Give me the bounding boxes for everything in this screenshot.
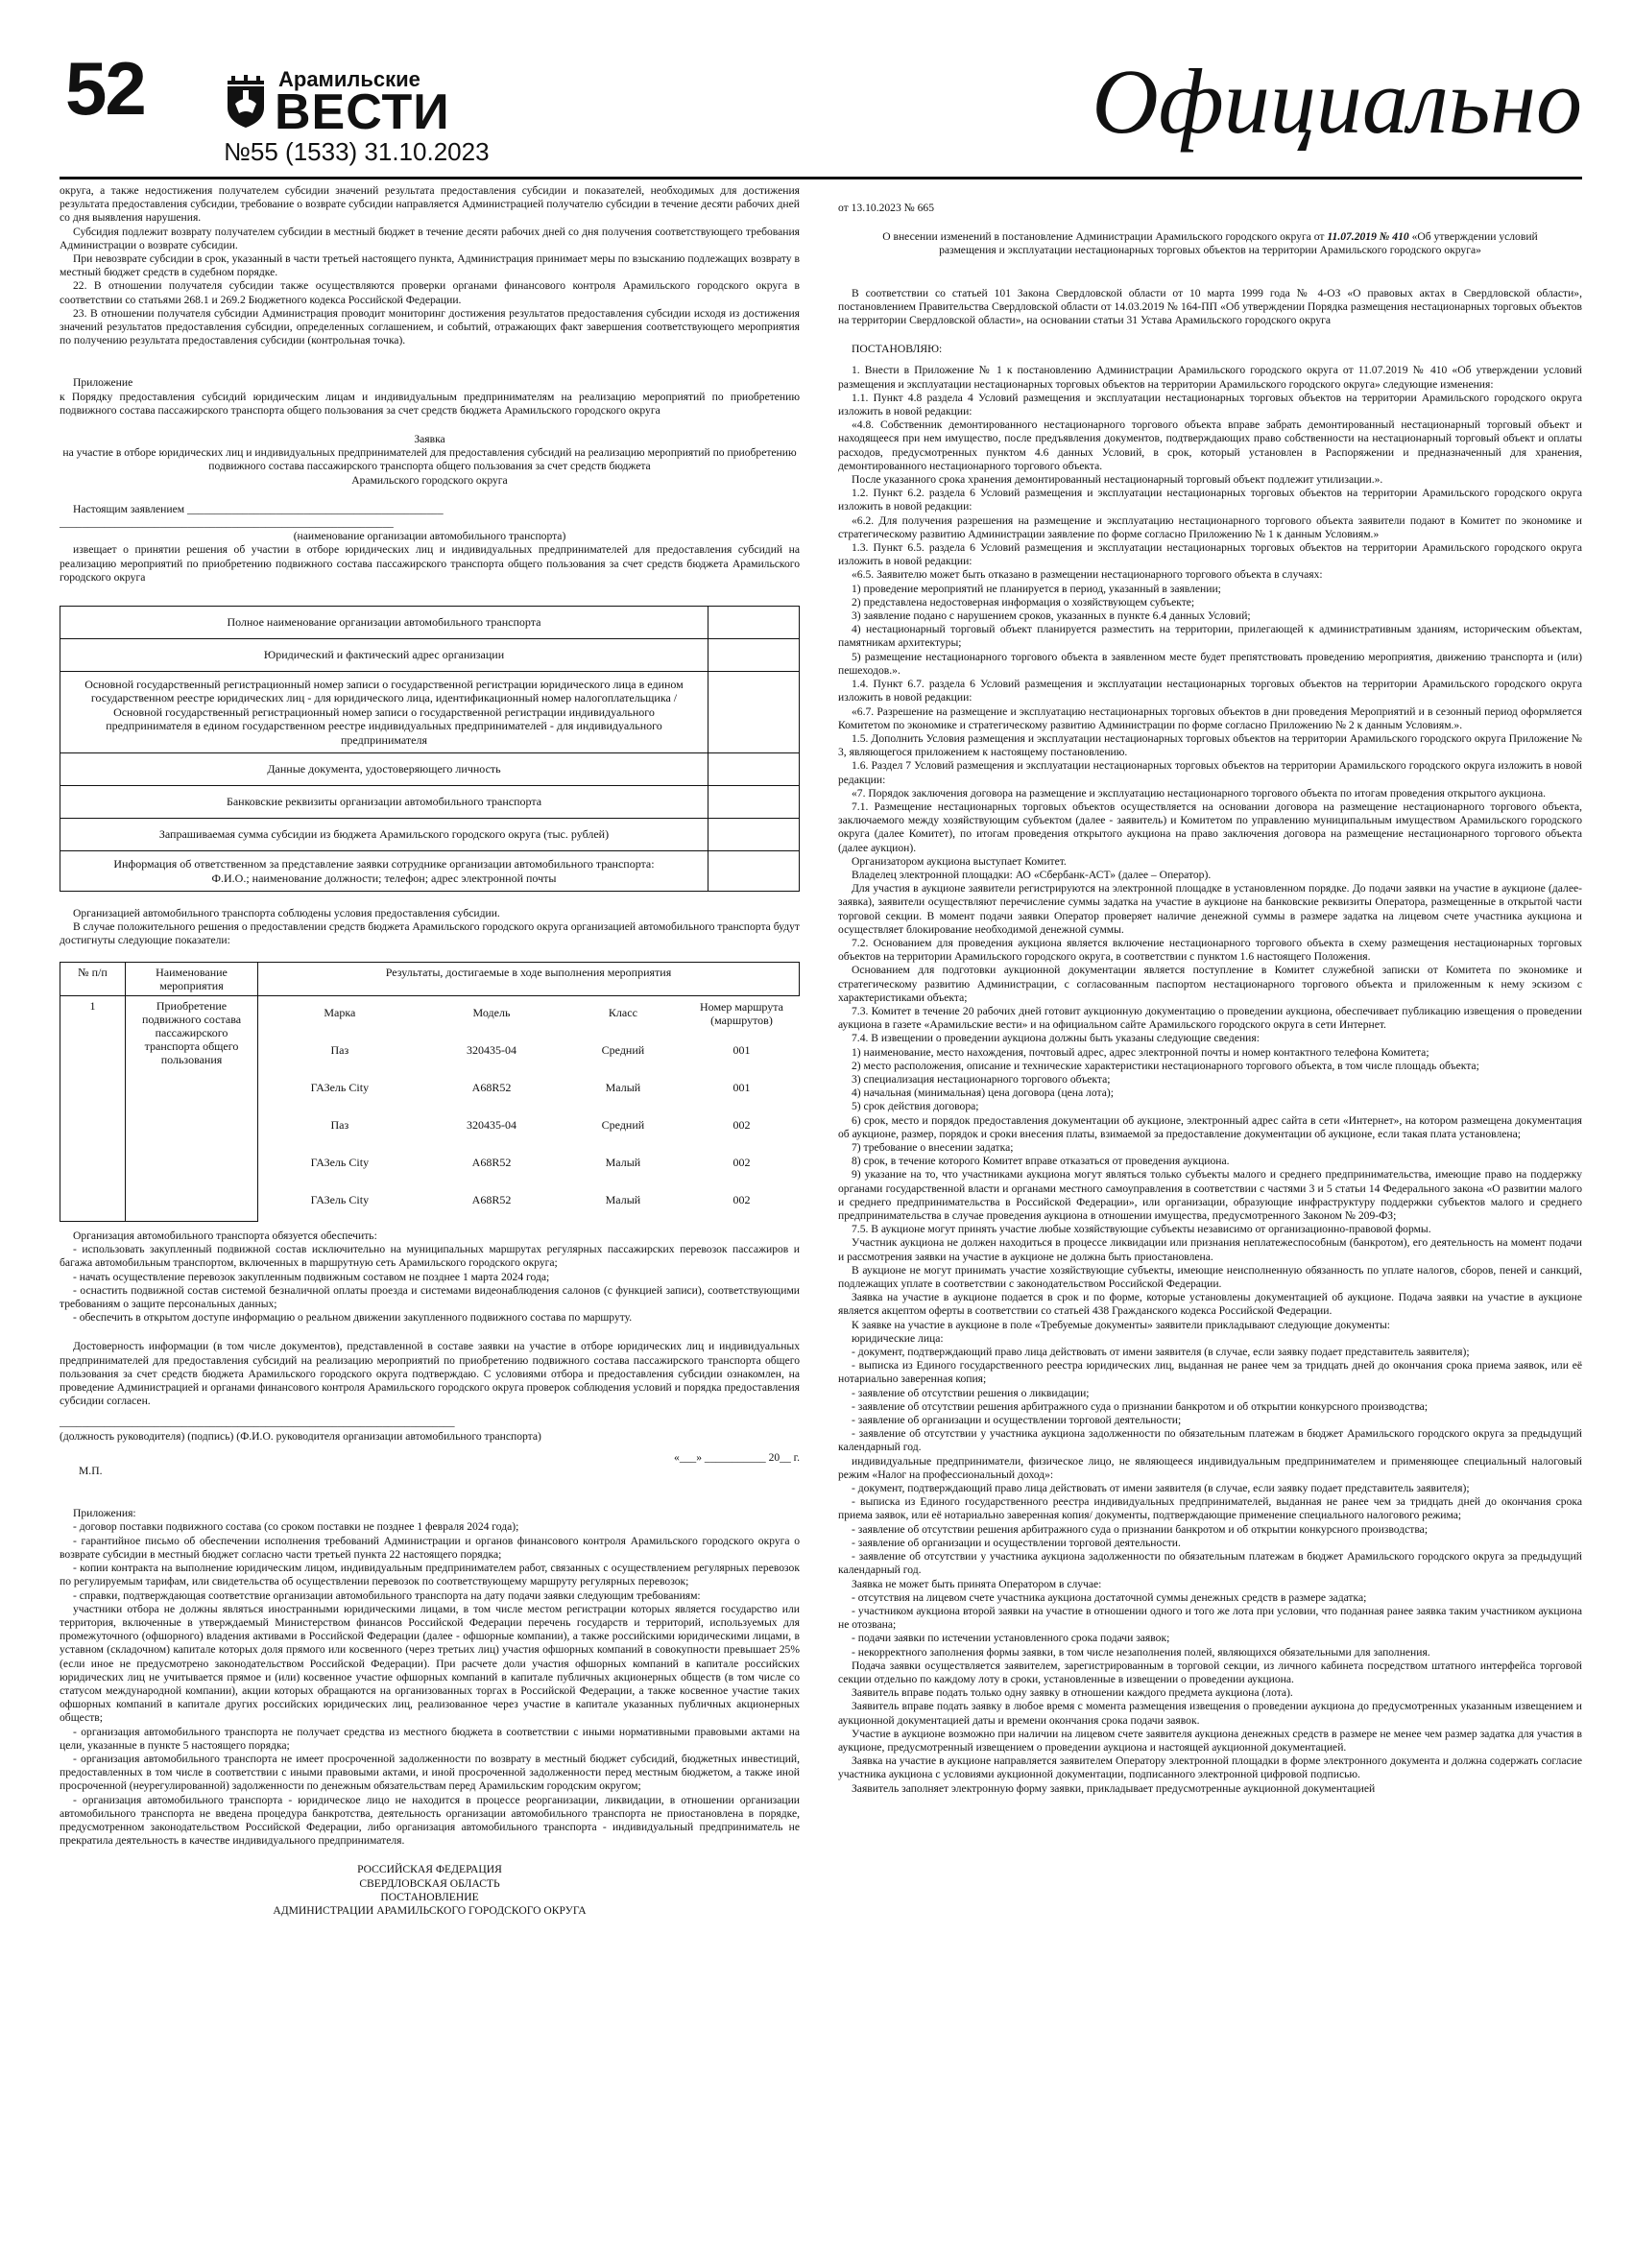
resolution-paragraph: 7.4. В извещении о проведении аукциона должны быть указаны следующие сведения: — [852, 1032, 1260, 1045]
form-field[interactable] — [708, 672, 800, 753]
sub-header: Модель — [472, 1005, 511, 1019]
form-row — [60, 639, 800, 672]
cell-brand: ГАЗель City — [310, 1192, 370, 1206]
paragraph: Достоверность информации (в том числе документов), представленной в составе заявки на участие в отборе юридических лиц и индивидуальных предпринимателей для предоставления субсидий на реализацию мероприятий по приобретению подвижного состава пассажирского транспорта общего пользования за счет средств бюджета Арамильского городского округа подтверждаю. С условиями отбора и предоставления субсидии ознакомлен, на проведение Администрацией и органами финансового контроля Арамильского городского округа проверок соблюдения условий и порядка предоставления субсидии согласен. — [60, 1340, 800, 1408]
signature-line: _______________________________________________________________________ — [60, 1416, 455, 1429]
resolution-paragraph: 3) заявление подано с нарушением сроков, указанных в пункте 6.4 данных Условий; — [852, 609, 1251, 623]
resolution-paragraph: - участником аукциона второй заявки на участие в отношении одного и того же лота при условии, что поданная ранее заявка таким участником аукциона не отозвана; — [838, 1604, 1582, 1632]
paragraph: Приложения: — [73, 1507, 136, 1520]
application-form-table — [60, 606, 800, 892]
results-header-name: Наименование мероприятия — [126, 962, 258, 995]
cell-route: 001 — [732, 1042, 751, 1057]
paragraph: - организация автомобильного транспорта не получает средства из местного бюджета в соответствии с иными нормативными правовыми актами на цели, указанные в пункте 5 настоящего порядка; — [60, 1725, 800, 1752]
cell-brand: ГАЗель City — [310, 1155, 370, 1169]
resolution-paragraph: - заявление об отсутствии у участника аукциона задолженности по обязательным платежам в бюджет Арамильского городского округа за предыдущий календарный год. — [838, 1427, 1582, 1454]
results-row-name: Приобретение подвижного состава пассажирского транспорта общего пользования — [126, 995, 258, 1222]
cell-model: A68R52 — [471, 1080, 512, 1094]
resolution-paragraph: 2) место расположения, описание и технические характеристики нестационарного торгового объекта, в том числе площадь объекта; — [852, 1059, 1479, 1072]
resolution-paragraph: - документ, подтверждающий право лица действовать от имени заявителя (в случае, если заявку подает представитель заявителя); — [852, 1346, 1470, 1359]
resolution-paragraph: - выписка из Единого государственного реестра юридических лиц, выданная не ранее чем за тридцать дней до окончания срока приема заявок, или её нотариально заверенная копия; — [838, 1359, 1582, 1386]
resolution-paragraph: Владелец электронной площадки: АО «Сбербанк-АСТ» (далее – Оператор). — [852, 868, 1212, 881]
resolution-paragraph: 1.4. Пункт 6.7. раздела 6 Условий размещения и эксплуатации нестационарных торговых объектов на территории Арамильского городского округа изложить в новой редакции: — [838, 678, 1582, 704]
appendix-note: Приложение к Порядку предоставления субсидий юридическим лицам и индивидуальным предпринимателям на реализацию мероприятий по приобретению подвижного состава пассажирского транспорта общего пользования за счет средств бюджета Арамильского городского округа — [60, 376, 800, 417]
cell-model: A68R52 — [471, 1155, 512, 1169]
left-column — [60, 184, 800, 1918]
paragraph: - договор поставки подвижного состава (со сроком поставки не позднее 1 февраля 2024 года); — [73, 1520, 519, 1534]
form-label: Информация об ответственном за представление заявки сотруднике организации автомобильного транспорта: Ф.И.О.; наименование должности; телефон; адрес электронной почты — [60, 851, 708, 892]
resolution-paragraph: - выписка из Единого государственного реестра индивидуальных предпринимателей, выданная не ранее чем за тридцать дней до окончания срока приема заявок, или её нотариально заверенная копия/ документы, подтверждающие применение специального налогового режима; — [838, 1495, 1582, 1522]
resolution-paragraph: юридические лица: — [852, 1331, 944, 1345]
resolution-paragraph: «7. Порядок заключения договора на размещение и эксплуатацию нестационарного торгового объекта по итогам проведения открытого аукциона. — [852, 786, 1547, 800]
right-column — [838, 184, 1582, 1796]
cell-model: 320435-04 — [466, 1117, 516, 1132]
cell-class: Малый — [605, 1155, 641, 1169]
title-part: О внесении изменений в постановление Администрации Арамильского городского округа от — [882, 230, 1328, 244]
resolution-paragraph: - заявление об организации и осуществлении торговой деятельности; — [852, 1414, 1182, 1427]
title-date-ref: 11.07.2019 № 410 — [1327, 230, 1409, 244]
resolution-paragraph: 1. Внести в Приложение № 1 к постановлению Администрации Арамильского городского округа от 11.07.2019 № 410 «Об утверждении условий размещения и эксплуатации нестационарных торговых объектов на территории Арамильского городского округа» следующие изменения: — [838, 364, 1582, 391]
resolution-paragraph: - заявление об отсутствии решения арбитражного суда о признании банкротом и об открытии конкурсного производства; — [852, 1522, 1429, 1536]
page-number: 52 — [65, 46, 145, 131]
resolution-body — [838, 364, 1582, 1795]
sub-header: Класс — [608, 1005, 637, 1019]
resolution-paragraph: 6) срок, место и порядок предоставления документации об аукционе, электронный адрес сайта в сети «Интернет», на котором размещена документация об аукционе, размер, порядок и сроки внесения платы, взимаемой за предоставление документации об аукционе, если такая плата установлена; — [838, 1113, 1582, 1140]
form-label: Банковские реквизиты организации автомобильного транспорта — [60, 786, 708, 819]
resolution-paragraph: Участник аукциона не должен находиться в процессе ликвидации или признания неплатежеспособным (банкротом), его деятельность на момент подачи и рассмотрения заявки на участие в аукционе не должна быть приостановлена. — [838, 1236, 1582, 1263]
form-row — [60, 786, 800, 819]
resolution-date: от 13.10.2023 № 665 — [838, 202, 935, 214]
paragraph: Организацией автомобильного транспорта соблюдены условия предоставления субсидии. — [73, 906, 500, 919]
footer-authority: АДМИНИСТРАЦИИ АРАМИЛЬСКОГО ГОРОДСКОГО ОКРУГА — [273, 1903, 587, 1917]
resolution-paragraph: - заявление об организации и осуществлении торговой деятельности. — [852, 1536, 1181, 1549]
resolution-paragraph: К заявке на участие в аукционе в поле «Требуемые документы» заявители прикладывают следующие документы: — [852, 1318, 1391, 1331]
form-field[interactable] — [708, 753, 800, 786]
results-header-num: № п/п — [60, 962, 126, 995]
resolution-paragraph: 1) проведение мероприятий не планируется в период, указанный в заявлении; — [852, 582, 1221, 595]
paragraph: - использовать закупленный подвижной состав исключительно на муниципальных маршрутах регулярных пассажирских перевозок пассажиров и багажа автомобильным транспортом, включенных в maршрутную сеть Арамильского городского округа; — [60, 1243, 800, 1270]
paragraph: 23. В отношении получателя субсидии Администрация проводит мониторинг достижения результатов предоставления субсидии исходя из достижения значений результатов предоставления субсидии, определенных соглашением, и событий, отражающих факт завершения соответствующего мероприятия по получению результата предоставления субсидии (контрольная точка). — [60, 306, 800, 347]
cell-route: 002 — [732, 1155, 751, 1169]
form-row — [60, 819, 800, 851]
resolution-paragraph: 7.2. Основанием для проведения аукциона является включение нестационарного торгового объекта в схему размещения нестационарных торговых объектов на территории Арамильского городского округа, в соответствии с пунктом 1.6 настоящего Положения. — [838, 936, 1582, 964]
resolution-paragraph: 1.1. Пункт 4.8 раздела 4 Условий размещения и эксплуатации нестационарных торговых объектов на территории Арамильского городского округа изложить в новой редакции: — [838, 391, 1582, 418]
cell-brand: ГАЗель City — [310, 1080, 370, 1094]
form-label: Полное наименование организации автомобильного транспорта — [60, 607, 708, 639]
paragraph: - оснастить подвижной состав системой безналичной оплаты проезда и системами видеонаблюдения салонов (с функцией записи), соответствующими требованиям о защите персональных данных; — [60, 1283, 800, 1311]
cell-brand: Паз — [330, 1042, 349, 1057]
resolution-paragraph: - подачи заявки по истечении установленного срока подачи заявок; — [852, 1632, 1170, 1645]
footer-doc-type: ПОСТАНОВЛЕНИЕ — [380, 1890, 479, 1903]
resolution-paragraph: - заявление об отсутствии решения арбитражного суда о признании банкротом и об открытии конкурсного производства; — [852, 1399, 1429, 1413]
cell-class: Малый — [605, 1080, 641, 1094]
form-label: Основной государственный регистрационный номер записи о государственной регистрации юридического лица в едином государственном реестре юридических лиц - для юридического лица, идентификационный номер налогоплательщика / Основной государственный регистрационный номер записи о государственной регистрации индивидуального предпринимателя в едином государственном реестре индивидуальных предпринимателей - для индивидуального предпринимателя — [60, 672, 708, 753]
resolution-paragraph: - документ, подтверждающий право лица действовать от имени заявителя (в случае, если заявку подает представитель заявителя); — [852, 1482, 1470, 1495]
resolution-paragraph: - отсутствия на лицевом счете участника аукциона достаточной суммы денежных средств в размере задатка; — [852, 1590, 1367, 1604]
form-label: Запрашиваемая сумма субсидии из бюджета Арамильского городского округа (тыс. рублей) — [60, 819, 708, 851]
resolution-paragraph: Для участия в аукционе заявители регистрируются на электронной площадке в установленном порядке. До подачи заявки на участие в аукционе (далее-заявка), заявители осуществляют перечисление суммы задатка на участие в аукционе на банковские реквизиты Оператора, размещенные в открытой части торговой секции. В момент подачи заявки Оператор проверяет наличие денежной суммы в размере задатка на лицевом счете участника аукциона и осуществляет блокирование необходимой денежной суммы. — [838, 882, 1582, 936]
stamp-place: М.П. — [79, 1465, 103, 1478]
resolution-paragraph: 5) размещение нестационарного торгового объекта в заявленном месте будет препятствовать проведению мероприятия, движению транспорта и (или) пешеходов.». — [838, 650, 1582, 677]
resolution-paragraph: «6.7. Разрешение на размещение и эксплуатацию нестационарных торговых объектов в дни проведения Мероприятий и в сезонный период оформляется Комитетом по экономике и стратегическому развитию Администрации по форме согласно Приложению № 2 к данным Условиям.». — [838, 704, 1582, 731]
paragraph: участники отбора не должны являться иностранными юридическими лицами, в том числе местом регистрации которых является государство или территория, включенные в утверждаемый Министерством финансов Российской Федерации перечень государств и территорий, используемых для промежуточного (офшорного) владения активами в Российской Федерации (далее - офшорные компании), а также российскими юридическими лицами, в уставном (складочном) капитале которых доля прямого или косвенного (через третьих лиц) участия офшорных компаний в совокупности превышает 25% (если иное не предусмотрено законодательством Российской Федерации). При расчете доли участия офшорных компаний в капитале российских юридических лиц не учитывается прямое и (или) косвенное участие офшорных компаний в капитале публичных акционерных обществ (в том числе со статусом международной компании), акции которых обращаются на организованных торгах в Российской Федерации, а также косвенное участие таких офшорных компаний в капитале других российских юридических лиц, реализованное через участие в капитале указанных публичных акционерных обществ; — [60, 1602, 800, 1725]
application-subtitle: на участие в отборе юридических лиц и индивидуальных предпринимателей для предоставления субсидий на реализацию мероприятий по приобретению подвижного состава пассажирского транспорта общего пользования за счет средств бюджета Арамильского городского округа — [62, 446, 797, 487]
statement-caption: (наименование организации автомобильного транспорта) — [293, 530, 566, 543]
footer-region: СВЕРДЛОВСКАЯ ОБЛАСТЬ — [359, 1876, 500, 1890]
resolution-paragraph: Участие в аукционе возможно при наличии на лицевом счете заявителя аукциона денежных средств в размере не менее чем размер задатка для участия в аукционе, предусмотренный извещением о проведении аукциона и настоящей аукционной документацией. — [838, 1727, 1582, 1754]
results-header-results: Результаты, достигаемые в ходе выполнения мероприятия — [258, 962, 800, 995]
resolution-paragraph: Заявка на участие в аукционе подается в срок и по форме, которые установлены документацией об аукционе. Подача заявки на участие в аукционе является акцептом оферты в соответствии со статьей 438 Гражданского кодекса Российской Федерации. — [838, 1291, 1582, 1318]
cell-route: 001 — [732, 1080, 751, 1094]
resolution-paragraph: «4.8. Собственник демонтированного нестационарного торгового объекта вправе забрать демонтированный нестационарный торговый объект и находящееся при нем имущество, после предъявления документов, подтверждающих право собственности на нестационарный торговый объект и оплаты расходов, предусмотренных пунктом 4.6 данных Условий, в срок, который установлен в Распоряжении и предназначенный для хранения, демонтированного нестационарного торгового объекта. — [838, 418, 1582, 472]
resolution-basis: В соответствии со статьей 101 Закона Свердловской области от 10 марта 1999 года № 4-ОЗ «О правовых актах в Свердловской области», постановлением Правительства Свердловской области от 14.03.2019 № 164-ПП «Об утверждении Порядка размещения нестационарных торговых объектов на территории Свердловской области», на основании статьи 31 Устава Арамильского городского округа — [838, 286, 1582, 327]
resolution-paragraph: 1) наименование, место нахождения, почтовый адрес, адрес электронной почты и номер контактного телефона Комитета; — [852, 1045, 1429, 1059]
cell-model: 320435-04 — [466, 1042, 516, 1057]
form-field[interactable] — [708, 786, 800, 819]
paragraph: - копии контракта на выполнение юридическим лицом, индивидуальным предпринимателем работ, связанных с осуществлением регулярных перевозок по регулируемым тарифам, или свидетельства об осуществлении перевозок по соответствующему маршруту регулярных перевозок; — [60, 1562, 800, 1588]
resolution-paragraph: - некорректного заполнения формы заявки, в том числе незаполнения полей, являющихся обязательными для заполнения. — [852, 1645, 1430, 1659]
statement-text: извещает о принятии решения об участии в отборе юридических лиц и индивидуальных предпринимателей для предоставления субсидий на реализацию мероприятий по приобретению подвижного состава пассажирского транспорта общего пользования за счет средств бюджета Арамильского городского округа — [60, 543, 800, 584]
cell-route: 002 — [732, 1192, 751, 1206]
resolution-paragraph: «6.2. Для получения разрешения на размещение и эксплуатацию нестационарного торгового объекта заявители подают в Комитет по экономике и стратегическому развитию Администрации заявление по форме согласно Приложению № 1 к данным Условиям.» — [838, 513, 1582, 540]
resolution-paragraph: 1.3. Пункт 6.5. раздела 6 Условий размещения и эксплуатации нестационарных торговых объектов на территории Арамильского городского округа изложить в новой редакции: — [838, 541, 1582, 568]
resolution-paragraph: Заявитель вправе подать только одну заявку в отношении каждого предмета аукциона (лота). — [852, 1686, 1293, 1700]
paragraph: 22. В отношении получателя субсидии также осуществляются проверки органами финансового контроля Арамильского городского округа в соответствии со статьями 268.1 и 269.2 Бюджетного кодекса Российской Федерации. — [60, 279, 800, 306]
form-row — [60, 672, 800, 753]
brand-top: Арамильские — [278, 67, 420, 91]
header-rule — [60, 177, 1582, 179]
form-label: Юридический и фактический адрес организации — [60, 639, 708, 672]
issue-number: №55 (1533) 31.10.2023 — [224, 137, 490, 166]
masthead — [65, 46, 1582, 173]
paragraph: - начать осуществление перевозок закупленным подвижным составом не позднее 1 марта 2024 года; — [73, 1270, 550, 1283]
form-field[interactable] — [708, 639, 800, 672]
form-field[interactable] — [708, 851, 800, 892]
sub-header: Номер маршрута (маршрутов) — [700, 999, 783, 1027]
resolution-paragraph: Заявитель заполняет электронную форму заявки, прикладывает предусмотренные аукционной документацией — [852, 1781, 1376, 1795]
form-row — [60, 753, 800, 786]
application-title: Заявка — [414, 433, 445, 446]
signature-caption: (должность руководителя) (подпись) (Ф.И.О. руководителя организации автомобильного транспорта) — [60, 1429, 541, 1443]
cell-class: Средний — [601, 1117, 645, 1132]
resolution-paragraph: индивидуальные предприниматели, физическое лицо, не являющееся индивидуальным предпринимателем и применяющее специальный налоговый режим «Налог на профессиональный доход»: — [838, 1454, 1582, 1481]
resolution-paragraph: 4) нестационарный торговый объект планируется разместить на территории, прилегающей к административным зданиям, историческим объектам, памятникам архитектуры; — [838, 623, 1582, 650]
resolution-paragraph: 1.5. Дополнить Условия размещения и эксплуатации нестационарных торговых объектов на территории Арамильского городского округа Приложение № 3, являющегося приложением к настоящему постановлению. — [838, 731, 1582, 759]
paragraph: - справки, подтверждающая соответствие организации автомобильного транспорта на дату подачи заявки следующим требованиям: — [73, 1588, 701, 1602]
cell-brand: Паз — [330, 1117, 349, 1132]
resolution-paragraph: 4) начальная (минимальная) цена договора (цена лота); — [852, 1086, 1114, 1100]
resolution-paragraph: 3) специализация нестационарного торгового объекта; — [852, 1072, 1111, 1086]
paragraph: - организация автомобильного транспорта не имеет просроченной задолженности по возврату в местный бюджет субсидий, бюджетных инвестиций, предоставленных в том числе в соответствии с иными правовыми актами, и иной просроченной задолженности перед местным бюджетом, а также иной просроченной (неурегулированной) задолженности по денежным обязательствам перед Арамильским городским округом; — [60, 1752, 800, 1793]
resolution-paragraph: - заявление об отсутствии решения о ликвидации; — [852, 1386, 1090, 1399]
date-line: «___» ___________ 20__ г. — [674, 1450, 800, 1464]
section-title: Официально — [1092, 50, 1582, 153]
resolution-paragraph: После указанного срока хранения демонтированный нестационарный торговый объект подлежит утилизации.». — [852, 473, 1383, 487]
resolution-paragraph: 1.6. Раздел 7 Условий размещения и эксплуатации нестационарных торговых объектов на территории Арамильского городского округа изложить в новой редакции: — [838, 759, 1582, 786]
resolution-paragraph: «6.5. Заявителю может быть отказано в размещении нестационарного торгового объекта в случаях: — [852, 568, 1323, 582]
city-coat-of-arms-icon — [224, 75, 268, 129]
resolution-paragraph: В аукционе не могут принимать участие хозяйствующие субъекты, имеющие неисполненную обязанность по уплате налогов, сборов, пеней и санкций, подлежащих уплате в соответствии с законодательством Российской Федерации. — [838, 1263, 1582, 1291]
form-row — [60, 607, 800, 639]
resolution-paragraph: 9) указание на то, что участниками аукциона могут являться только субъекты малого и среднего предпринимательства, имеющие право на поддержку органами государственной власти и органами местного самоуправления в соответствии с частями 3 и 5 статьи 14 Федерального закона «О развитии малого и среднего предпринимательства в Российской Федерации», или организации, образующие инфраструктуру поддержки субъектов малого и среднего предпринимательства в случае проведения аукциона в отношении имущества, предусмотренного Законом № 209-ФЗ; — [838, 1168, 1582, 1223]
form-field[interactable] — [708, 607, 800, 639]
results-table — [60, 962, 800, 1223]
paragraph: В случае положительного решения о предоставлении средств бюджета Арамильского городского округа организацией автомобильного транспорта будут достигнуты следующие показатели: — [60, 920, 800, 947]
resolution-paragraph: 1.2. Пункт 6.2. раздела 6 Условий размещения и эксплуатации нестационарных торговых объектов на территории Арамильского городского округа изложить в новой редакции: — [838, 487, 1582, 513]
title-part: «Об утверждении условий размещения и эксплуатации нестационарных торговых объектов на территории Арамильского городского округа» — [939, 230, 1538, 257]
resolution-paragraph: Организатором аукциона выступает Комитет. — [852, 854, 1067, 868]
form-field[interactable] — [708, 819, 800, 851]
cell-class: Средний — [601, 1042, 645, 1057]
resolves-heading: ПОСТАНОВЛЯЮ: — [852, 343, 943, 356]
resolution-paragraph: Основанием для подготовки аукционной документации является поступление в Комитет служебной записки от Комитета по экономике и стратегическому развитию Администрации, с согласованным паспортом нестационарного торгового объекта и приложенным к нему эскизом с характеристиками объекта; — [838, 964, 1582, 1004]
results-row-num: 1 — [60, 995, 126, 1222]
cell-model: A68R52 — [471, 1192, 512, 1206]
paragraph: Субсидия подлежит возврату получателем субсидии в местный бюджет в течение десяти рабочих дней со дня получения соответствующего требования Администрации о возврате субсидии. — [60, 225, 800, 251]
cell-route: 002 — [732, 1117, 751, 1132]
resolution-paragraph: 7.1. Размещение нестационарных торговых объектов осуществляется на основании договора на размещение нестационарного торгового объекта, заключаемого между хозяйствующим субъектом (далее - заявитель) и Комитетом по управлению муниципальным имуществом Арамильского городского округа (далее Комитет), по итогам проведения открытого аукциона на право заключения договора на размещение нестационарного торгового объекта (далее аукцион). — [838, 800, 1582, 854]
resolution-paragraph: 8) срок, в течение которого Комитет вправе отказаться от проведения аукциона. — [852, 1155, 1230, 1168]
footer-country: РОССИЙСКАЯ ФЕДЕРАЦИЯ — [357, 1863, 502, 1876]
form-row — [60, 851, 800, 892]
paragraph: - гарантийное письмо об обеспечении исполнения требований Администрации и органов финансового контроля Арамильского городского округа о возврате субсидии в местный бюджет согласно части третьей пункта 22 настоящего порядка; — [60, 1534, 800, 1561]
paragraph: При невозврате субсидии в срок, указанный в части третьей настоящего пункта, Администрация принимает меры по взысканию подлежащих возврату в местный бюджет средств в судебном порядке. — [60, 252, 800, 279]
paragraph: Организация автомобильного транспорта обязуется обеспечить: — [73, 1229, 377, 1243]
cell-class: Малый — [605, 1192, 641, 1206]
form-label: Данные документа, удостоверяющего личность — [60, 753, 708, 786]
resolution-paragraph: 7) требование о внесении задатка; — [852, 1141, 1014, 1154]
resolution-title — [838, 230, 1582, 257]
resolution-paragraph: 2) представлена недостоверная информация о хозяйствующем субъекте; — [852, 595, 1195, 609]
statement: Настоящим заявлением ______________________________________________ — [73, 502, 444, 515]
resolution-paragraph: 7.5. В аукционе могут принять участие любые хозяйствующие субъекты независимо от организационно-правовой формы. — [852, 1223, 1431, 1236]
paragraph: округа, а также недостижения получателем субсидии значений результата предоставления субсидии и показателей, необходимых для достижения результата предоставления субсидии, требование о возврате субсидии направляется Администрацией получателю субсидии в течение десяти рабочих дней со дня выявления нарушения. — [60, 184, 800, 225]
paragraph: - обеспечить в открытом доступе информацию о реальном движении закупленного подвижного состава по маршруту. — [73, 1311, 633, 1325]
paragraph: - организация автомобильного транспорта - юридическое лицо не находится в процессе реорганизации, ликвидации, в отношении организации автомобильного транспорта не введена процедура банкротства, деятельность организации автомобильного транспорта не приостановлена в порядке, предусмотренном законодательством Российской Федерации, либо организация автомобильного транспорта - индивидуальный предприниматель не прекратила деятельность в качестве индивидуального предпринимателя. — [60, 1793, 800, 1848]
sub-header: Марка — [324, 1005, 356, 1019]
resolution-paragraph: 7.3. Комитет в течение 20 рабочих дней готовит аукционную документацию о проведении аукциона, обеспечивает публикацию извещения о проведении аукциона в газете «Арамильские вести» и на официальном сайте Арамильского городского округа в сети Интернет. — [838, 1004, 1582, 1032]
resolution-paragraph: Заявка на участие в аукционе направляется заявителем Оператору электронной площадки в форме электронного документа и должна содержать согласие участника аукциона с условиями аукционной документации, подписанного электронной цифровой подписью. — [838, 1755, 1582, 1781]
resolution-paragraph: 5) срок действия договора; — [852, 1100, 979, 1113]
statement-line: ____________________________________________________________ — [60, 516, 394, 530]
brand-logo: ВЕСТИ — [275, 84, 450, 140]
resolution-paragraph: Заявитель вправе подать заявку в любое время с момента размещения извещения о проведении аукциона до предусмотренных указанным извещением и аукционной документацией даты и времени окончания срока подачи заявок. — [838, 1700, 1582, 1727]
resolution-paragraph: - заявление об отсутствии у участника аукциона задолженности по обязательным платежам в бюджет Арамильского городского округа за предыдущий календарный год. — [838, 1550, 1582, 1577]
resolution-paragraph: Подача заявки осуществляется заявителем, зарегистрированным в торговой секции, из личного кабинета посредством штатного интерфейса торговой секции отдельно по каждому лоту в сроки, установленные в извещении о проведении аукциона. — [838, 1659, 1582, 1685]
resolution-paragraph: Заявка не может быть принята Оператором в случае: — [852, 1577, 1102, 1590]
